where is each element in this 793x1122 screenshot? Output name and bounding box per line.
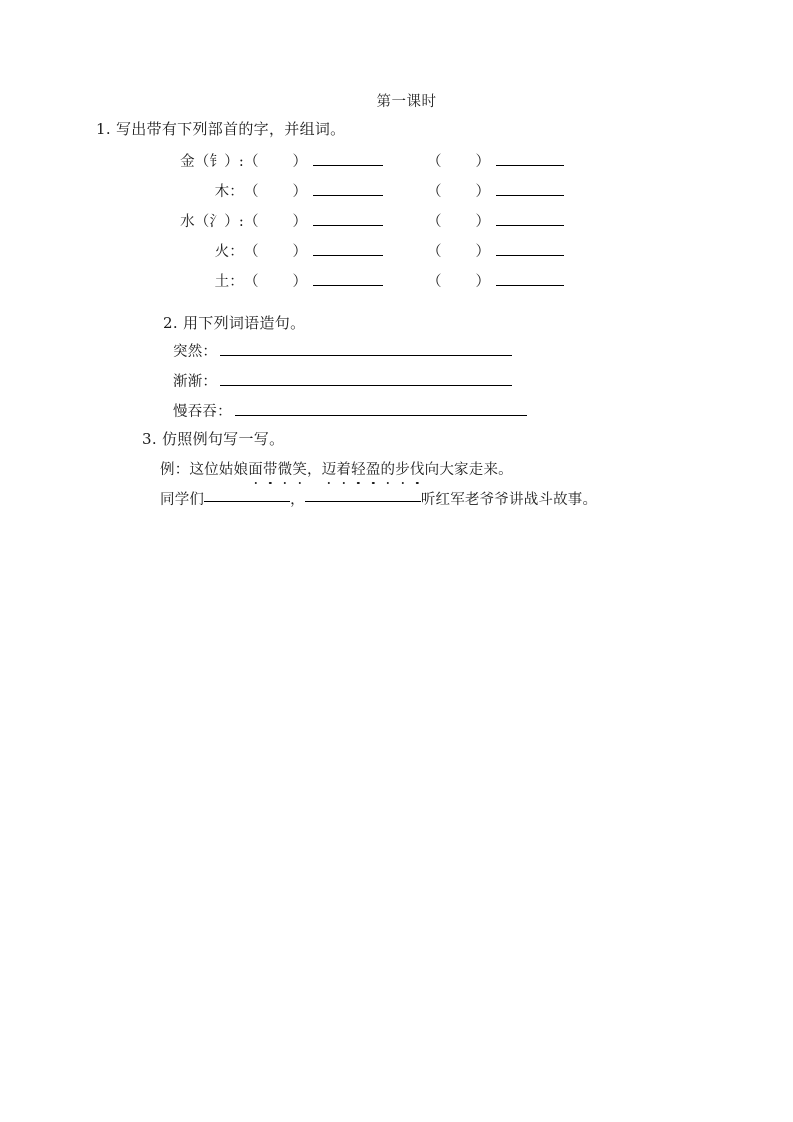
- radical-exercise-table: [96, 150, 566, 300]
- sentence-answer-blank[interactable]: [220, 355, 512, 356]
- emphasis-char: 步: [395, 458, 410, 479]
- answer-suffix: 听红军老爷爷讲战斗故事。: [420, 492, 598, 508]
- paren-close: ）: [292, 274, 307, 290]
- paren-open: （: [244, 154, 259, 170]
- paren-open: （: [427, 184, 442, 200]
- paren-close: ）: [292, 244, 307, 260]
- word-answer-blank[interactable]: [496, 285, 564, 286]
- answer-paren-group: [427, 180, 490, 201]
- list-item: [173, 400, 573, 430]
- paren-close: ）: [475, 154, 490, 170]
- emphasis-char: 轻: [351, 458, 366, 479]
- list-item: [173, 340, 573, 370]
- page-title: 第一课时: [376, 94, 437, 110]
- answer-blank-two[interactable]: [305, 501, 421, 502]
- emphasis-char: 盈: [366, 458, 381, 479]
- prompt-word: 慢吞吞：: [173, 404, 232, 420]
- word-answer-blank[interactable]: [496, 195, 564, 196]
- emphasis-char: 伐: [410, 458, 425, 479]
- list-item: [173, 370, 573, 400]
- paren-open: （: [427, 154, 442, 170]
- answer-sentence: [160, 488, 620, 518]
- paren-open: （: [427, 244, 442, 260]
- paren-close: ）: [292, 154, 307, 170]
- sentence-exercise-list: [173, 340, 573, 430]
- radical-row: [96, 150, 566, 180]
- paren-open: （: [427, 274, 442, 290]
- sentence-answer-blank[interactable]: [220, 385, 512, 386]
- prompt-word: 渐渐：: [173, 374, 218, 390]
- emphasis-phrase-two: [322, 462, 425, 478]
- word-answer-blank[interactable]: [313, 195, 383, 196]
- radical-label: 金（钅）:: [180, 154, 244, 170]
- answer-paren-group: [244, 270, 307, 291]
- word-answer-blank[interactable]: [496, 225, 564, 226]
- example-suffix: 向大家走来。: [424, 462, 513, 478]
- answer-comma: ，: [290, 492, 305, 508]
- radical-label: 木：: [214, 184, 244, 200]
- sentence-answer-blank[interactable]: [235, 415, 527, 416]
- answer-paren-group: [427, 150, 490, 171]
- answer-prefix: 同学们: [160, 492, 205, 508]
- radical-row: [96, 210, 566, 240]
- answer-blank-one[interactable]: [204, 501, 290, 502]
- paren-close: ）: [292, 214, 307, 230]
- radical-label: 水（氵）:: [180, 214, 244, 230]
- answer-paren-group: [427, 270, 490, 291]
- radical-row: [96, 270, 566, 300]
- example-middle: ，: [307, 462, 322, 478]
- emphasis-char: 面: [248, 458, 263, 479]
- answer-paren-group: [244, 210, 307, 231]
- imitation-exercise: [160, 458, 620, 518]
- emphasis-char: 笑: [292, 458, 307, 479]
- radical-label: 土：: [214, 274, 244, 290]
- paren-close: ）: [475, 214, 490, 230]
- word-answer-blank[interactable]: [313, 225, 383, 226]
- emphasis-char: 的: [381, 458, 396, 479]
- paren-open: （: [244, 244, 259, 260]
- radical-label: 火：: [214, 244, 244, 260]
- emphasis-char: 带: [263, 458, 278, 479]
- paren-close: ）: [475, 244, 490, 260]
- word-answer-blank[interactable]: [313, 165, 383, 166]
- question-3-heading: 3. 仿照例句写一写。: [142, 430, 285, 448]
- paren-close: ）: [475, 274, 490, 290]
- word-answer-blank[interactable]: [313, 285, 383, 286]
- word-answer-blank[interactable]: [313, 255, 383, 256]
- answer-paren-group: [427, 210, 490, 231]
- radical-row: [96, 180, 566, 210]
- radical-row: [96, 240, 566, 270]
- paren-open: （: [244, 214, 259, 230]
- paren-close: ）: [292, 184, 307, 200]
- paren-open: （: [244, 274, 259, 290]
- word-answer-blank[interactable]: [496, 165, 564, 166]
- prompt-word: 突然：: [173, 344, 218, 360]
- question-2-heading: 2. 用下列词语造句。: [163, 314, 306, 332]
- question-1-heading: 1. 写出带有下列部首的字，并组词。: [96, 120, 346, 138]
- paren-close: ）: [475, 184, 490, 200]
- answer-paren-group: [244, 180, 307, 201]
- word-answer-blank[interactable]: [496, 255, 564, 256]
- example-prefix: 例：这位姑娘: [160, 462, 249, 478]
- example-sentence: [160, 458, 620, 488]
- answer-paren-group: [244, 150, 307, 171]
- emphasis-char: 着: [336, 458, 351, 479]
- paren-open: （: [244, 184, 259, 200]
- paren-open: （: [427, 214, 442, 230]
- emphasis-char: 迈: [322, 458, 337, 479]
- answer-paren-group: [427, 240, 490, 261]
- emphasis-phrase-one: [248, 462, 307, 478]
- answer-paren-group: [244, 240, 307, 261]
- emphasis-char: 微: [278, 458, 293, 479]
